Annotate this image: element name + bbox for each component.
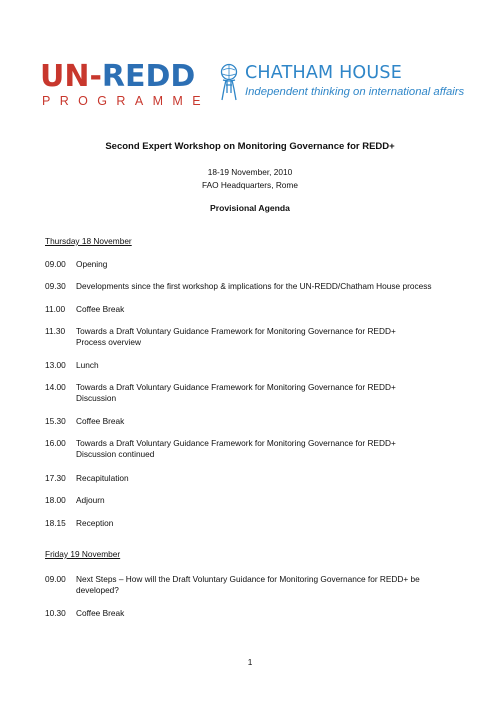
agenda-description: Adjourn	[76, 495, 105, 505]
un-redd-wordmark	[40, 60, 210, 94]
agenda-description: Towards a Draft Voluntary Guidance Framework for Monitoring Governance for REDD+	[76, 438, 396, 448]
un-redd-wordmark-dash: -	[89, 59, 102, 94]
agenda-description: Next Steps – How will the Draft Voluntary Guidance for Monitoring Governance for REDD+ be	[76, 574, 420, 584]
event-dates: 18-19 November, 2010	[207, 167, 293, 177]
chatham-house-title: CHATHAM HOUSE	[245, 63, 402, 83]
document-title: Second Expert Workshop on Monitoring Governance for REDD+	[105, 141, 395, 152]
agenda-description: Opening	[76, 259, 108, 269]
agenda-time: 13.00	[45, 360, 66, 370]
agenda-time: 16.00	[45, 438, 66, 448]
logo-row	[40, 59, 465, 112]
agenda-time: 11.30	[45, 326, 66, 336]
un-redd-logo	[40, 60, 210, 108]
agenda-description: Developments since the first workshop & implications for the UN-REDD/Chatham House process	[76, 281, 432, 291]
agenda-description: Reception	[76, 518, 114, 528]
agenda-time: 11.00	[45, 304, 66, 314]
un-redd-wordmark-un: UN	[40, 59, 90, 94]
agenda-description: Coffee Break	[76, 304, 125, 314]
agenda-time: 10.30	[45, 608, 66, 618]
agenda-subdescription: developed?	[76, 585, 119, 595]
un-redd-wordmark-redd: REDD	[101, 59, 196, 94]
agenda-time: 18.00	[45, 495, 66, 505]
agenda-description: Towards a Draft Voluntary Guidance Framework for Monitoring Governance for REDD+	[76, 326, 396, 336]
agenda-description: Towards a Draft Voluntary Guidance Framework for Monitoring Governance for REDD+	[76, 382, 396, 392]
day-heading-friday: Friday 19 November	[45, 549, 121, 559]
agenda-subtitle: Provisional Agenda	[210, 203, 290, 213]
chatham-house-tagline: Independent thinking on international affairs	[245, 86, 465, 98]
agenda-time: 09.00	[45, 259, 66, 269]
day-heading-thursday: Thursday 18 November	[45, 236, 132, 246]
chatham-house-emblem-icon	[218, 63, 240, 101]
agenda-time: 09.30	[45, 281, 66, 291]
agenda-description: Recapitulation	[76, 473, 129, 483]
page-number: 1	[247, 657, 253, 667]
agenda-subdescription: Discussion continued	[76, 449, 155, 459]
agenda-description: Coffee Break	[76, 416, 125, 426]
agenda-time: 15.30	[45, 416, 66, 426]
agenda-description: Coffee Break	[76, 608, 125, 618]
agenda-time: 17.30	[45, 473, 66, 483]
event-venue: FAO Headquarters, Rome	[202, 180, 298, 190]
un-redd-programme-text: PROGRAMME	[42, 94, 210, 108]
agenda-description: Lunch	[76, 360, 99, 370]
agenda-subdescription: Discussion	[76, 393, 117, 403]
agenda-time: 14.00	[45, 382, 66, 392]
agenda-time: 09.00	[45, 574, 66, 584]
agenda-subdescription: Process overview	[76, 337, 142, 347]
agenda-time: 18.15	[45, 518, 66, 528]
